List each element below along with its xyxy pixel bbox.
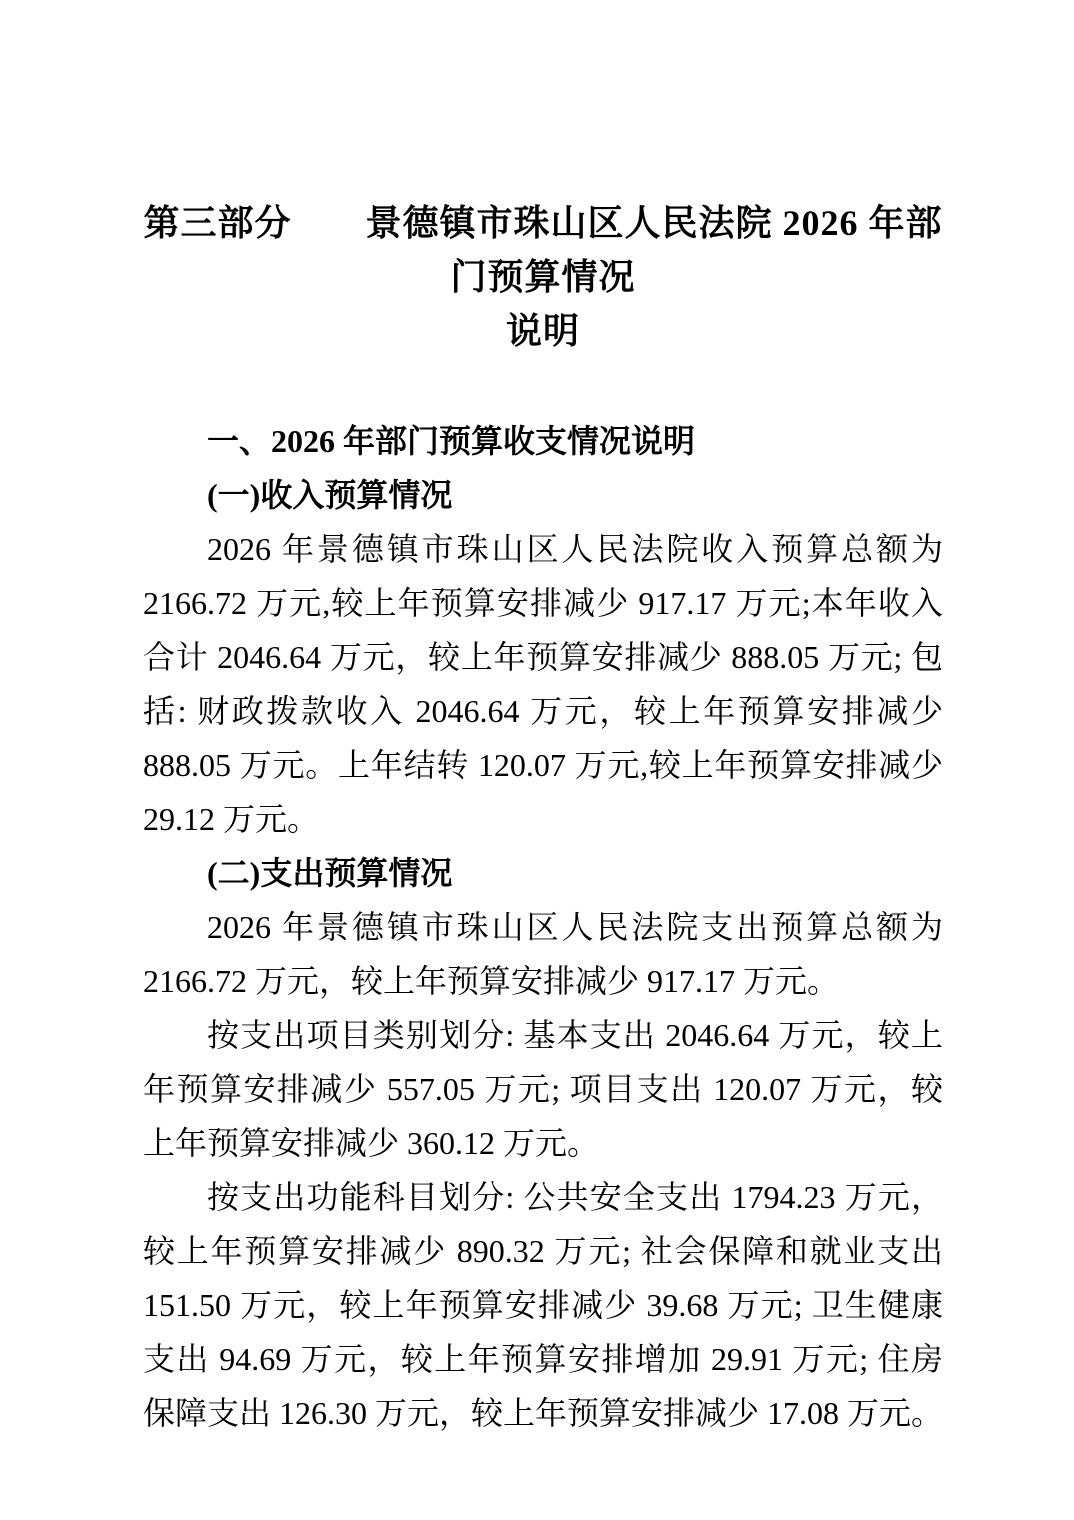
income-paragraph: 2026 年景德镇市珠山区人民法院收入预算总额为 2166.72 万元,较上年预算安排减少 917.17 万元;本年收入合计 2046.64 万元，较上年预算安排减少 888.05 万元; 包括: 财政拨款收入 2046.64 万元，较上年预算安排减少 888.05 万元。上年结转 120.07 万元,较上年预算安排减少 29.12 万元。 (143, 531, 943, 837)
subheading-expenditure-budget: (二)支出预算情况 (207, 855, 453, 891)
expenditure-paragraph-total: 2026 年景德镇市珠山区人民法院支出预算总额为 2166.72 万元，较上年预算安排减少 917.17 万元。 (143, 909, 943, 999)
document-title (143, 196, 943, 358)
section-heading-budget-overview: 一、2026 年部门预算收支情况说明 (207, 423, 696, 459)
expenditure-paragraph-by-function: 按支出功能科目划分: 公共安全支出 1794.23 万元，较上年预算安排减少 890.32 万元; 社会保障和就业支出 151.50 万元，较上年预算安排减少 39.68 万元; 卫生健康支出 94.69 万元，较上年预算安排增加 29.91 万元; 住房保障支出 126.30 万元，较上年预算安排减少 17.08 万元。 (143, 1179, 944, 1431)
title-line-1: 第三部分 景德镇市珠山区人民法院 2026 年部门预算情况 (143, 203, 943, 297)
title-line-2: 说明 (505, 311, 580, 351)
subheading-income-budget: (一)收入预算情况 (207, 477, 453, 513)
expenditure-paragraph-by-category: 按支出项目类别划分: 基本支出 2046.64 万元，较上年预算安排减少 557.05 万元; 项目支出 120.07 万元，较上年预算安排减少 360.12 万元。 (143, 1017, 943, 1161)
